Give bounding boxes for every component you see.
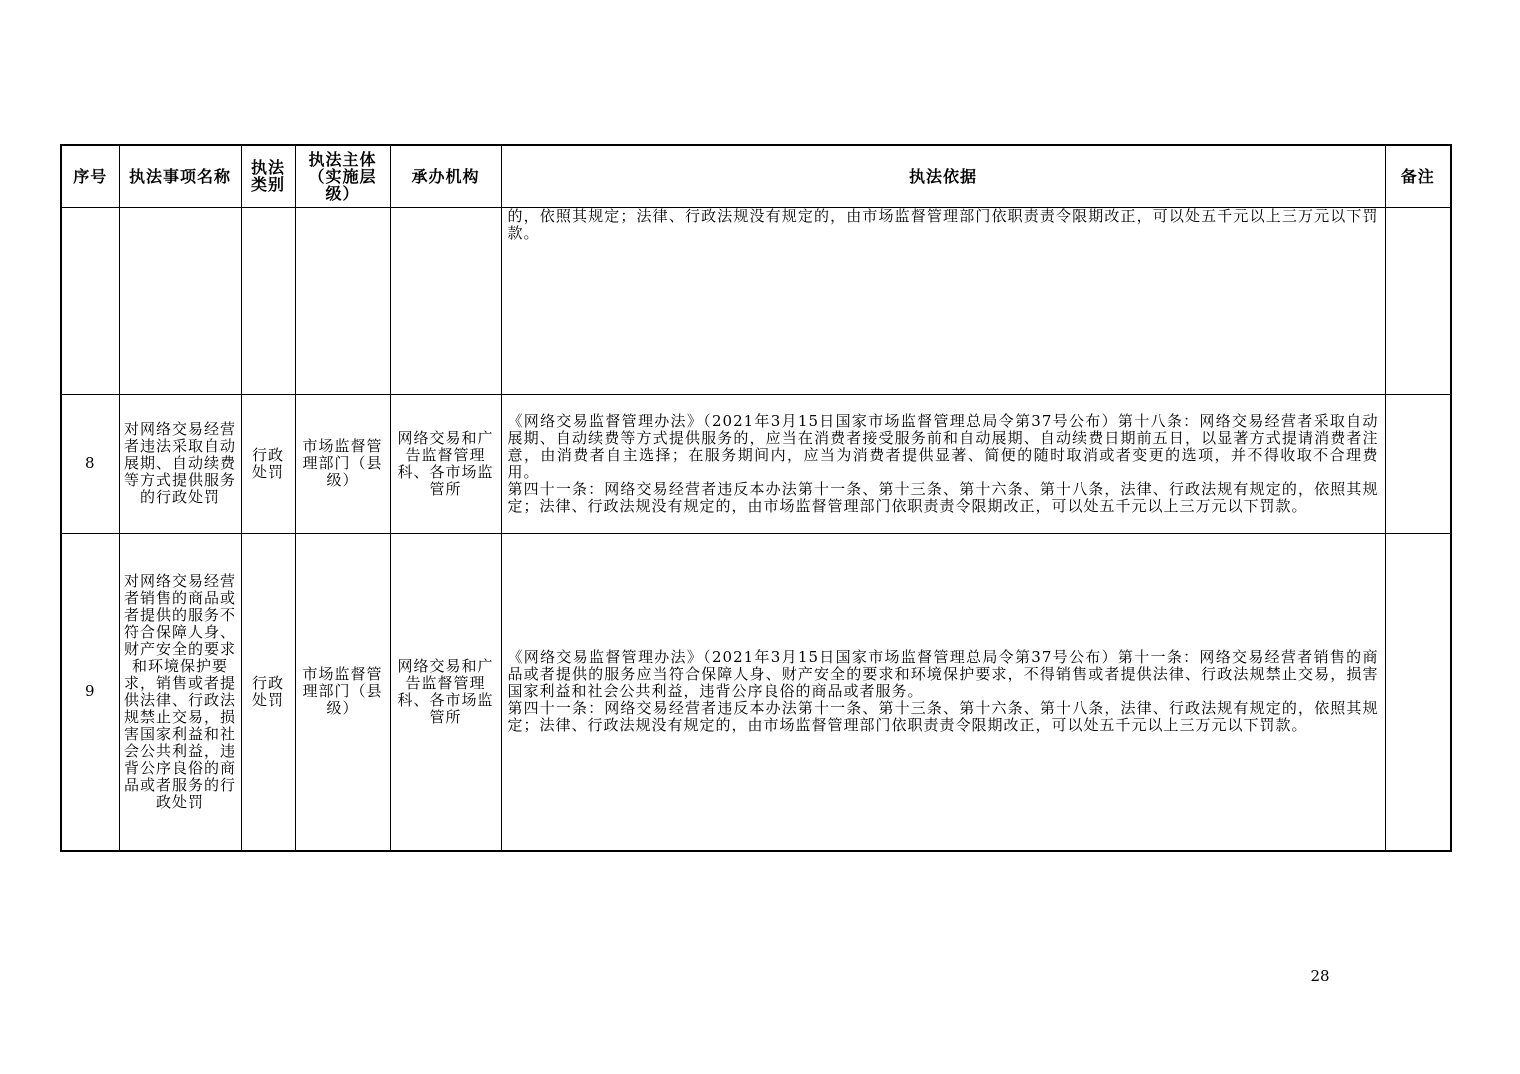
basis-paragraph: 第四十一条：网络交易经营者违反本办法第十一条、第十三条、第十六条、第十八条，法律、行政法规有规定的，依照其规定；法律、行政法规没有规定的，由市场监督管理部门依职责责令限期改正，可以处五千元以上三万元以下罚款。 <box>507 699 1379 735</box>
basis-paragraph: 《网络交易监督管理办法》（2021年3月15日国家市场监督管理总局令第37号公布）第十一条：网络交易经营者销售的商品或者提供的服务应当符合保障人身、财产安全的要求和环境保护要求，不得销售或者提供法律、行政法规禁止交易，损害国家利益和社会公共利益，违背公序良俗的商品或者服务。 <box>507 648 1379 701</box>
cell-category <box>241 207 295 394</box>
cell-org: 网络交易和广告监督管理科、各市场监管所 <box>390 533 501 851</box>
page-number: 28 <box>1310 967 1330 985</box>
table-row <box>61 533 1451 851</box>
cell-name <box>119 207 241 394</box>
header-subject: 执法主体（实施层级） <box>295 145 390 207</box>
header-remark: 备注 <box>1385 145 1451 207</box>
cell-subject <box>295 207 390 394</box>
cell-basis <box>501 533 1385 851</box>
cell-subject: 市场监督管理部门（县级） <box>295 533 390 851</box>
cell-subject: 市场监督管理部门（县级） <box>295 394 390 533</box>
document-sheet <box>60 144 1450 852</box>
cell-category: 行政处罚 <box>241 533 295 851</box>
cell-org: 网络交易和广告监督管理科、各市场监管所 <box>390 394 501 533</box>
cell-remark <box>1385 207 1451 394</box>
cell-name: 对网络交易经营者违法采取自动展期、自动续费等方式提供服务的行政处罚 <box>119 394 241 533</box>
header-category: 执法类别 <box>241 145 295 207</box>
cell-basis: 的，依照其规定；法律、行政法规没有规定的，由市场监督管理部门依职责责令限期改正，可以处五千元以上三万元以下罚款。 <box>501 207 1385 394</box>
basis-paragraph: 第四十一条：网络交易经营者违反本办法第十一条、第十三条、第十六条、第十八条，法律、行政法规有规定的，依照其规定；法律、行政法规没有规定的，由市场监督管理部门依职责责令限期改正，可以处五千元以上三万元以下罚款。 <box>507 479 1379 515</box>
cell-remark <box>1385 533 1451 851</box>
cell-seq: 9 <box>61 533 119 851</box>
cell-seq: 8 <box>61 394 119 533</box>
header-org: 承办机构 <box>390 145 501 207</box>
cell-category: 行政处罚 <box>241 394 295 533</box>
cell-name: 对网络交易经营者销售的商品或者提供的服务不符合保障人身、财产安全的要求和环境保护要求，销售或者提供法律、行政法规禁止交易，损害国家利益和社会公共利益，违背公序良俗的商品或者服务的行政处罚 <box>119 533 241 851</box>
header-name: 执法事项名称 <box>119 145 241 207</box>
table-row <box>61 394 1451 533</box>
header-basis: 执法依据 <box>501 145 1385 207</box>
cell-remark <box>1385 394 1451 533</box>
header-seq: 序号 <box>61 145 119 207</box>
cell-basis <box>501 394 1385 533</box>
table-header-row <box>61 145 1451 207</box>
cell-seq <box>61 207 119 394</box>
basis-paragraph: 《网络交易监督管理办法》（2021年3月15日国家市场监督管理总局令第37号公布）第十八条：网络交易经营者采取自动展期、自动续费等方式提供服务的，应当在消费者接受服务前和自动展期、自动续费日期前五日，以显著方式提请消费者注意，由消费者自主选择；在服务期间内，应当为消费者提供显著、简便的随时取消或者变更的选项，并不得收取不合理费用。 <box>507 411 1379 481</box>
cell-org <box>390 207 501 394</box>
table-row-continuation <box>61 207 1451 394</box>
enforcement-items-table <box>60 144 1452 852</box>
